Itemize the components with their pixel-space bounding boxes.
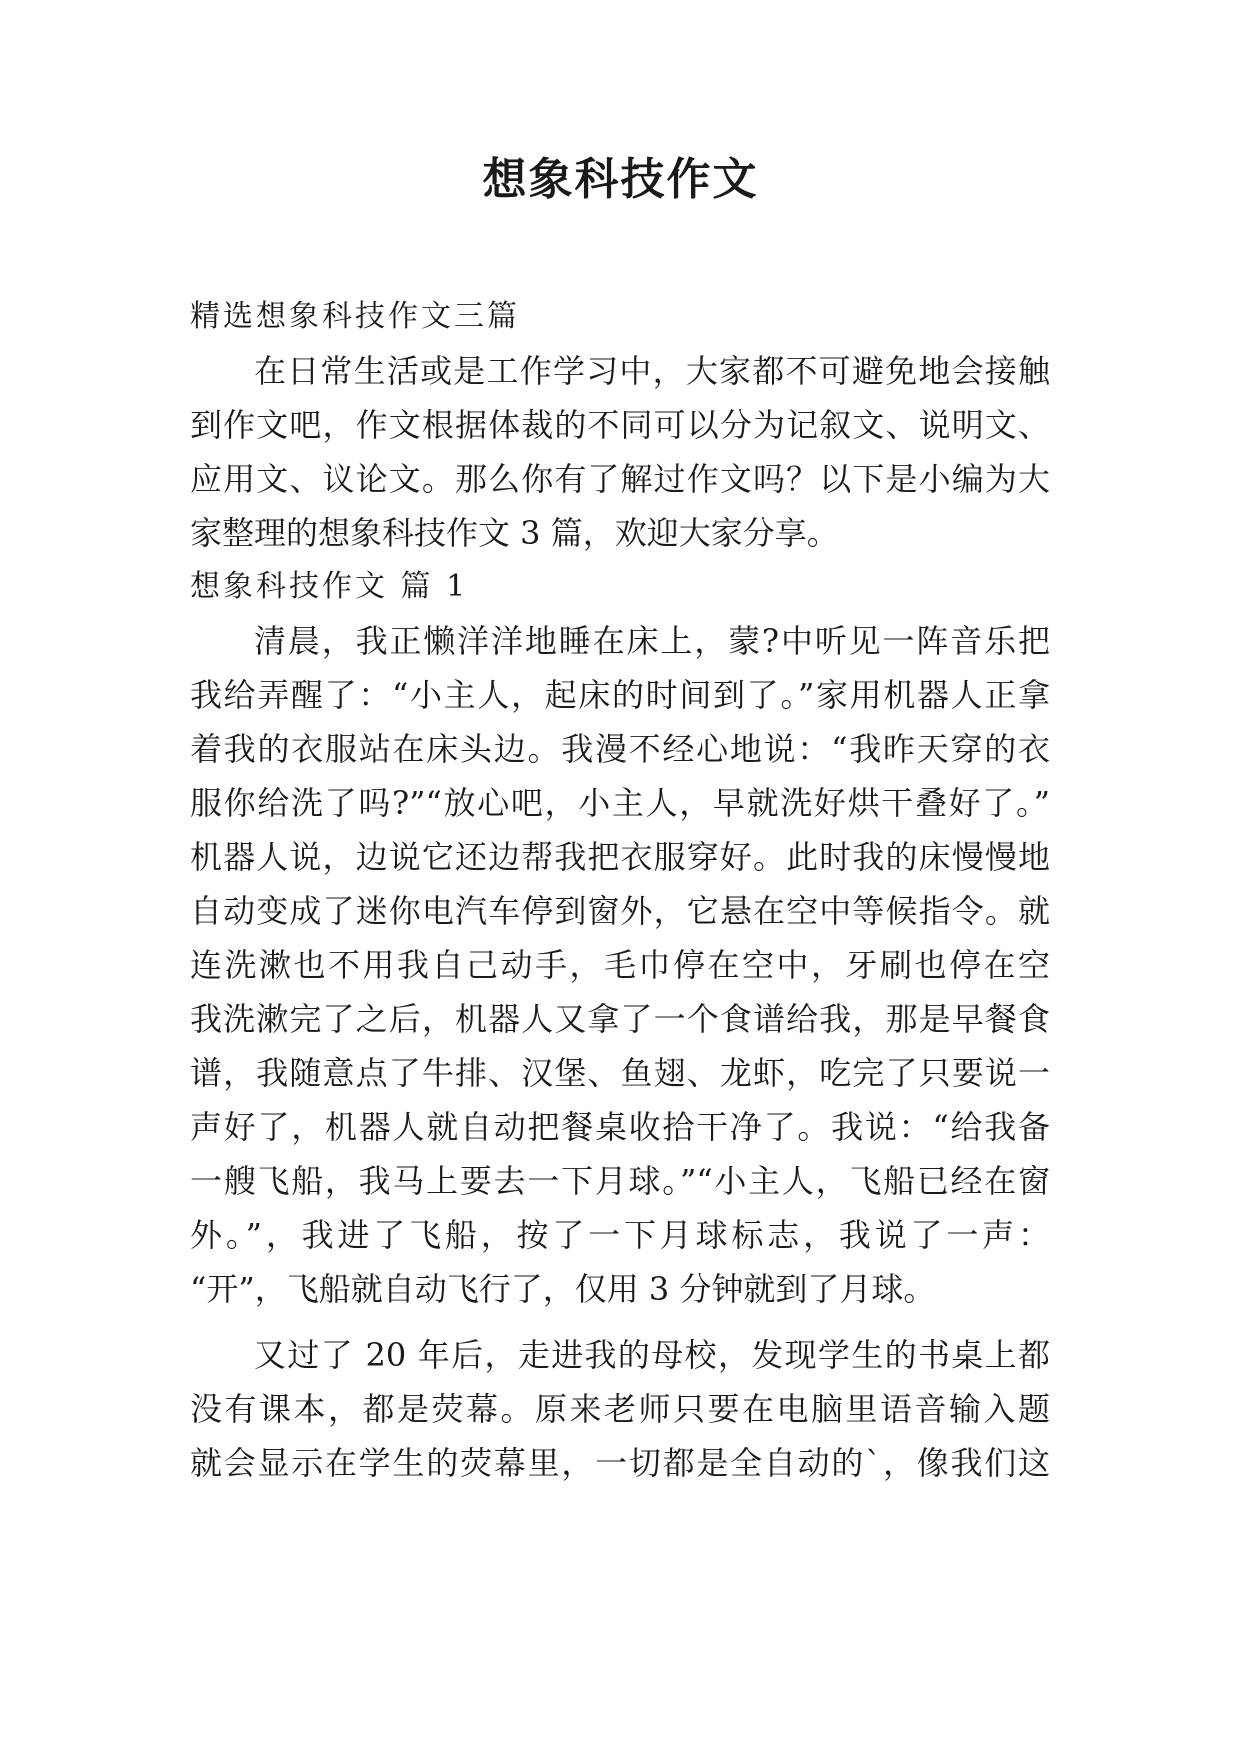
paragraph-line: 声好了，机器人就自动把餐桌收拾干净了。我说：“给我备 bbox=[190, 1108, 1050, 1146]
paragraph-line: 一艘飞船，我马上要去一下月球。”“小主人，飞船已经在窗 bbox=[190, 1162, 1050, 1200]
paragraph-line: 机器人说，边说它还边帮我把衣服穿好。此时我的床慢慢地 bbox=[190, 838, 1050, 876]
paragraph-line: 谱，我随意点了牛排、汉堡、鱼翅、龙虾，吃完了只要说一 bbox=[190, 1054, 1050, 1092]
document-title: 想象科技作文 bbox=[482, 154, 759, 205]
paragraph-line: 外。”，我进了飞船，按了一下月球标志，我说了一声： bbox=[190, 1216, 1050, 1254]
paragraph-line: 没有课本，都是荧幕。原来老师只要在电脑里语音输入题 bbox=[190, 1390, 1050, 1428]
paragraph-line: 我洗漱完了之后，机器人又拿了一个食谱给我，那是早餐食 bbox=[190, 1000, 1050, 1038]
intro-line: 到作文吧，作文根据体裁的不同可以分为记叙文、说明文、 bbox=[190, 406, 1050, 444]
paragraph-line: 服你给洗了吗?”“放心吧，小主人，早就洗好烘干叠好了。” bbox=[190, 784, 1050, 822]
paragraph-line: 清晨，我正懒洋洋地睡在床上，蒙?中听见一阵音乐把 bbox=[254, 622, 1050, 660]
section-heading: 想象科技作文 篇 1 bbox=[190, 569, 469, 604]
paragraph-line: “开”，飞船就自动飞行了，仅用 3 分钟就到了月球。 bbox=[190, 1270, 936, 1308]
intro-heading: 精选想象科技作文三篇 bbox=[190, 299, 520, 334]
paragraph-line: 就会显示在学生的荧幕里，一切都是全自动的`，像我们这 bbox=[190, 1444, 1050, 1482]
paragraph-line: 我给弄醒了：“小主人，起床的时间到了。”家用机器人正拿 bbox=[190, 676, 1050, 714]
paragraph-line: 又过了 20 年后，走进我的母校，发现学生的书桌上都 bbox=[254, 1336, 1050, 1374]
intro-line: 在日常生活或是工作学习中，大家都不可避免地会接触 bbox=[254, 352, 1050, 390]
paragraph-line: 自动变成了迷你电汽车停到窗外，它悬在空中等候指令。就 bbox=[190, 892, 1050, 930]
intro-line: 家整理的想象科技作文 3 篇，欢迎大家分享。 bbox=[190, 514, 839, 552]
document-body bbox=[190, 290, 1050, 1490]
paragraph-line: 连洗漱也不用我自己动手，毛巾停在空中，牙刷也停在空 bbox=[190, 946, 1050, 984]
paragraph-spacer bbox=[190, 1316, 1050, 1328]
paragraph-line: 着我的衣服站在床头边。我漫不经心地说：“我昨天穿的衣 bbox=[190, 730, 1050, 768]
intro-line: 应用文、议论文。那么你有了解过作文吗？以下是小编为大 bbox=[190, 460, 1050, 498]
